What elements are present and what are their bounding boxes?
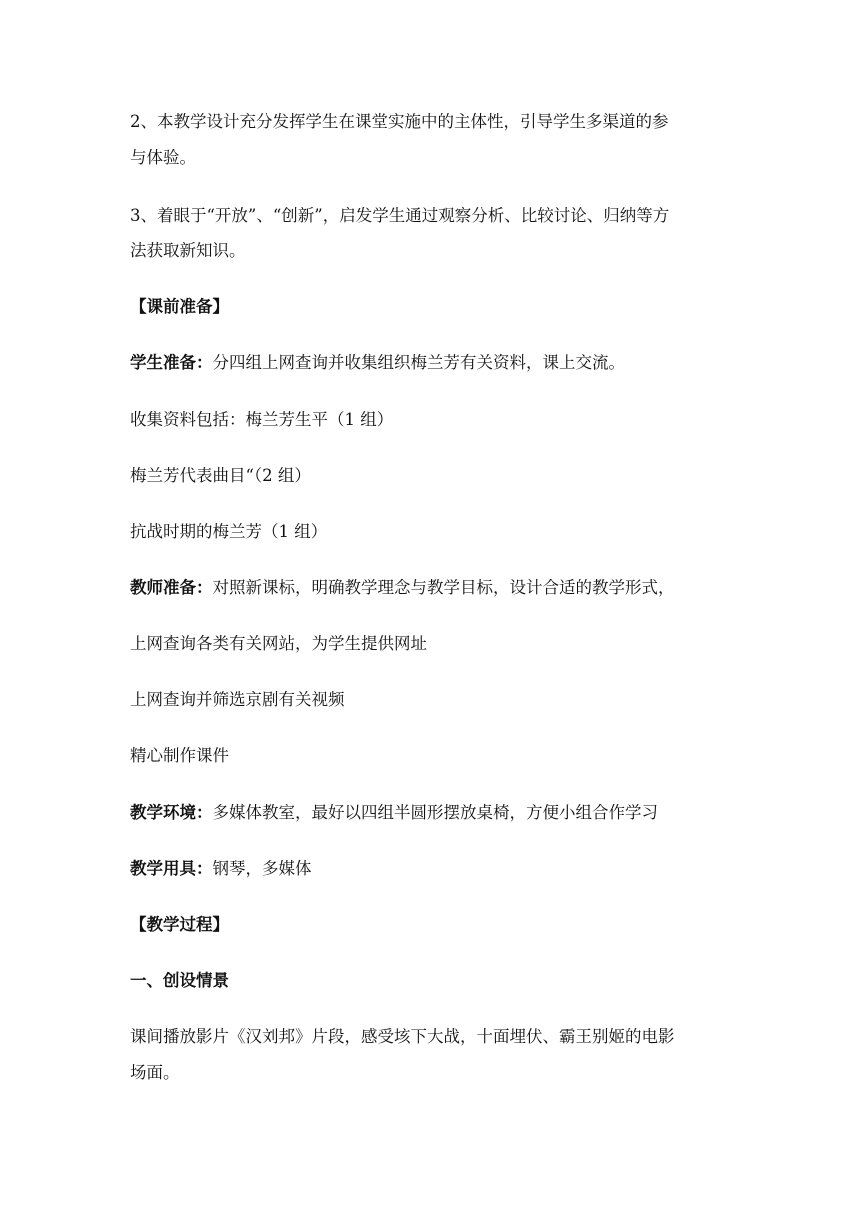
process-heading: 【教学过程】 [130,915,229,934]
teaching-environment-text: 多媒体教室，最好以四组半圆形摆放桌椅，方便小组合作学习 [212,803,658,822]
teacher-prep-text: 对照新课标，明确教学理念与教学目标，设计合适的教学形式， [212,578,675,597]
teacher-item-1: 上网查询各类有关网站，为学生提供网址 [130,634,427,653]
paragraph-2-line-1: 2、本教学设计充分发挥学生在课堂实施中的主体性，引导学生多渠道的参 [130,112,669,131]
student-prep-text: 分四组上网查询并收集组织梅兰芳有关资料，课上交流。 [212,353,625,372]
repertoire-line: 梅兰芳代表曲目“（2 组） [130,466,311,485]
teaching-environment-label: 教学环境： [130,803,213,822]
wartime-line: 抗战时期的梅兰芳（1 组） [130,522,328,541]
step-1-line-2: 场面。 [130,1063,180,1082]
paragraph-3-line-2: 法获取新知识。 [130,241,246,260]
student-prep-line [130,353,740,373]
student-prep-label: 学生准备： [130,353,213,372]
step-1-heading: 一、创设情景 [130,971,229,990]
teaching-environment-line [130,803,740,823]
teacher-item-2: 上网查询并筛选京剧有关视频 [130,690,345,709]
collect-materials-line: 收集资料包括：梅兰芳生平（1 组） [130,410,394,429]
step-1-line-1: 课间播放影片《汉刘邦》片段，感受垓下大战，十面埋伏、霸王别姬的电影 [130,1027,675,1046]
teacher-prep-label: 教师准备： [130,578,213,597]
teacher-prep-line [130,578,740,598]
paragraph-3-line-1: 3、着眼于“开放”、“创新”，启发学生通过观察分析、比较讨论、归纳等方 [130,206,670,225]
prep-heading: 【课前准备】 [130,297,229,316]
teaching-tools-label: 教学用具： [130,859,213,878]
paragraph-2-line-2: 与体验。 [130,148,196,167]
teaching-tools-line [130,859,740,879]
teaching-tools-text: 钢琴，多媒体 [212,859,312,878]
teacher-item-3: 精心制作课件 [130,746,229,765]
